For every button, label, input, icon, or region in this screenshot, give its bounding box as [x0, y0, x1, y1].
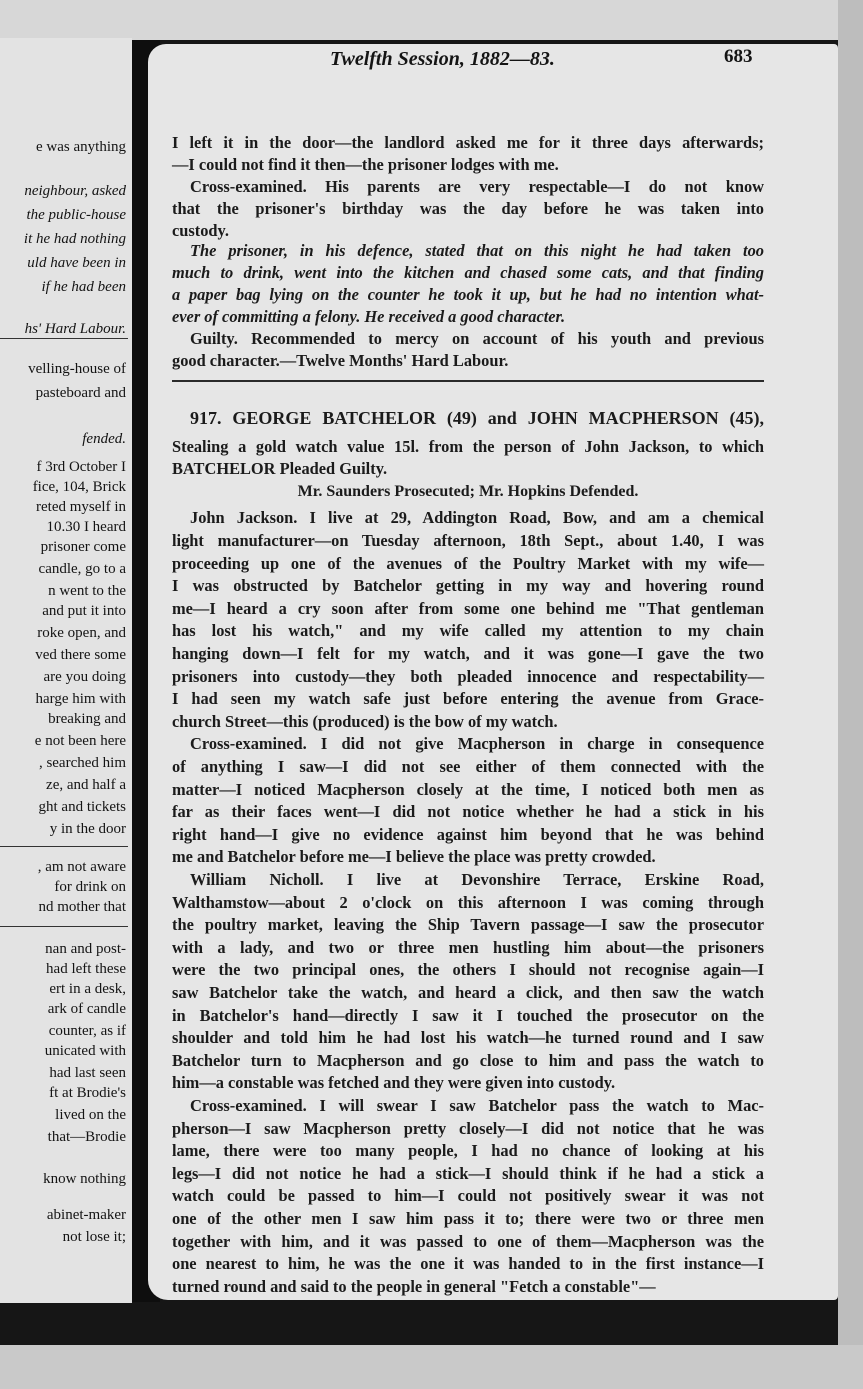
text-line: saw Batchelor take the watch, and heard a click, and then saw the watch — [172, 983, 764, 1002]
text-line: prisoners into custody—they both pleaded innocence and respectability— — [172, 667, 764, 686]
text-line: —I could not find it then—the prisoner lodges with me. — [172, 155, 559, 174]
text-line: right hand—I give no evidence against him beyond that he was behind — [172, 825, 764, 844]
text-line: that the prisoner's birthday was the day before he was taken into — [172, 199, 764, 218]
left-page-line: pasteboard and — [35, 385, 126, 401]
text-line: Stealing a gold watch value 15l. from the person of John Jackson, to which — [172, 437, 764, 456]
text-line: ever of committing a felony. He received a good character. — [172, 307, 566, 326]
text-line: custody. — [172, 221, 229, 240]
left-page-line: f 3rd October I — [36, 459, 126, 475]
text-line: matter—I noticed Macpherson closely at the time, I noticed both men as — [172, 780, 764, 799]
text-line: shoulder and told him he had lost his watch—he turned round and I saw — [172, 1028, 764, 1047]
left-page-fragment — [0, 38, 132, 1303]
text-line: one nearest to him, he was the one it was handed to in the first instance—I — [172, 1254, 764, 1273]
text-line: lame, there were too many people, I had no chance of looking at his — [172, 1141, 764, 1160]
text-line: BATCHELOR Pleaded Guilty. — [172, 459, 388, 478]
text-line: one of the other men I saw him pass it to; there were two or three men — [172, 1209, 764, 1228]
left-page-rule — [0, 846, 128, 847]
left-page-line: had last seen — [49, 1065, 126, 1081]
text-line: The prisoner, in his defence, stated that on this night he had taken too — [190, 241, 764, 260]
text-line: light manufacturer—on Tuesday afternoon, 18th Sept., about 1.40, I was — [172, 531, 764, 550]
left-page-line: fended. — [82, 431, 126, 447]
left-page-rule — [0, 338, 128, 339]
left-page-line: roke open, and — [37, 625, 126, 641]
left-page-line: velling-house of — [28, 361, 126, 377]
left-page-line: had left these — [46, 961, 126, 977]
text-line: John Jackson. I live at 29, Addington Road, Bow, and am a chemical — [190, 508, 764, 527]
left-page-line: harge him with — [35, 691, 126, 707]
left-page-line: ved there some — [35, 647, 126, 663]
text-line: far as their faces went—I did not notice whether he had a stick in his — [172, 802, 764, 821]
text-line: Batchelor turn to Macpherson and go close to him and pass the watch to — [172, 1051, 764, 1070]
text-line: Guilty. Recommended to mercy on account of his youth and previous — [190, 329, 764, 348]
left-page-line: uld have been in — [27, 255, 126, 271]
text-line: I left it in the door—the landlord asked me for it three days afterwards; — [172, 133, 764, 152]
left-page-line: for drink on — [54, 879, 126, 895]
text-line: with a lady, and two or three men hustling him about—the prisoners — [172, 938, 764, 957]
left-page-line: y in the door — [49, 821, 126, 837]
left-page-line: not lose it; — [62, 1229, 126, 1245]
text-line: watch could be passed to him—I could not positively swear it was not — [172, 1186, 764, 1205]
left-page-line: 10.30 I heard — [46, 519, 126, 535]
case-separator-rule — [172, 380, 764, 382]
text-line: William Nicholl. I live at Devonshire Terrace, Erskine Road, — [190, 870, 764, 889]
left-page-line: , searched him — [38, 755, 126, 771]
text-line: proceeding up one of the avenues of the Poultry Market with my wife— — [172, 554, 764, 573]
left-page-line: the public-house — [26, 207, 126, 223]
left-page-line: neighbour, asked — [24, 183, 126, 199]
text-line: in Batchelor's hand—directly I saw it I touched the prosecutor on the — [172, 1006, 764, 1025]
left-page-line: and put it into — [42, 603, 126, 619]
text-line: pherson—I saw Macpherson pretty closely—I did not notice that he was — [172, 1119, 764, 1138]
left-page-line: candle, go to a — [38, 561, 126, 577]
text-line: Cross-examined. I will swear I saw Batchelor pass the watch to Mac- — [190, 1096, 764, 1115]
left-page-line: lived on the — [55, 1107, 126, 1123]
text-line: church Street—this (produced) is the bow of my watch. — [172, 712, 558, 731]
left-page-line: reted myself in — [36, 499, 126, 515]
text-line: a paper bag lying on the counter he took it up, but he had no intention what- — [172, 285, 764, 304]
left-page-line: nan and post- — [45, 941, 126, 957]
text-line: were the two principal ones, the others I should not recognise again—I — [172, 960, 764, 979]
scan-backdrop-top — [0, 0, 863, 40]
left-page-line: that—Brodie — [47, 1129, 126, 1145]
text-line: much to drink, went into the kitchen and chased some cats, and that finding — [172, 263, 764, 282]
left-page-line: unicated with — [44, 1043, 126, 1059]
left-page-line: are you doing — [43, 669, 126, 685]
left-page-line: it he had nothing — [23, 231, 126, 247]
text-line: him—a constable was fetched and they were given into custody. — [172, 1073, 616, 1092]
text-line: of anything I saw—I did not see either of them connected with the — [172, 757, 764, 776]
left-page-line: counter, as if — [48, 1023, 126, 1039]
text-line: together with him, and it was passed to one of them—Macpherson was the — [172, 1232, 764, 1251]
text-line: I had seen my watch safe just before entering the avenue from Grace- — [172, 689, 764, 708]
text-line: I was obstructed by Batchelor getting in my way and hovering round — [172, 576, 764, 595]
left-page-line: hs' Hard Labour. — [24, 321, 126, 337]
text-line: legs—I did not notice he had a stick—I should think if he had a stick a — [172, 1164, 764, 1183]
scan-backdrop-right — [838, 0, 863, 1389]
text-line: the poultry market, leaving the Ship Tavern passage—I saw the prosecutor — [172, 915, 764, 934]
text-line: good character.—Twelve Months' Hard Labour. — [172, 351, 509, 370]
text-line: me and Batchelor before me—I believe the place was pretty crowded. — [172, 847, 656, 866]
text-line: hanging down—I felt for my watch, and it was gone—I gave the two — [172, 644, 764, 663]
left-page-rule — [0, 926, 128, 927]
case-heading: 917. GEORGE BATCHELOR (49) and JOHN MACPHERSON (45), — [190, 408, 764, 428]
left-page-line: ft at Brodie's — [49, 1085, 126, 1101]
left-page-line: ert in a desk, — [49, 981, 126, 997]
counsel-line: Mr. Saunders Prosecuted; Mr. Hopkins Defended. — [297, 483, 639, 500]
left-page-line: , am not aware — [37, 859, 126, 875]
left-page-line: if he had been — [41, 279, 126, 295]
left-page-line: ark of candle — [47, 1001, 126, 1017]
left-page-line: ght and tickets — [38, 799, 126, 815]
left-page-line: ze, and half a — [46, 777, 126, 793]
text-line: me—I heard a cry soon after from some one behind me "That gentleman — [172, 599, 764, 618]
page-number: 683 — [724, 46, 753, 67]
left-page-line: nd mother that — [38, 899, 126, 915]
text-line: has lost his watch," and my wife called my attention to my chain — [172, 621, 764, 640]
left-page-line: fice, 104, Brick — [32, 479, 126, 495]
scan-backdrop-bottom — [0, 1345, 863, 1389]
text-line: Cross-examined. His parents are very respectable—I do not know — [190, 177, 764, 196]
running-title: Twelfth Session, 1882—83. — [330, 48, 555, 70]
left-page-line: abinet-maker — [46, 1207, 126, 1223]
text-line: Cross-examined. I did not give Macpherson in charge in consequence — [190, 734, 764, 753]
left-page-line: e was anything — [36, 139, 126, 155]
left-page-line: know nothing — [43, 1171, 126, 1187]
text-line: Walthamstow—about 2 o'clock on this afternoon I was coming through — [172, 893, 764, 912]
text-line: turned round and said to the people in general "Fetch a constable"— — [172, 1277, 656, 1296]
left-page-line: n went to the — [48, 583, 126, 599]
left-page-line: breaking and — [48, 711, 126, 727]
left-page-line: prisoner come — [40, 539, 126, 555]
left-page-line: e not been here — [34, 733, 126, 749]
